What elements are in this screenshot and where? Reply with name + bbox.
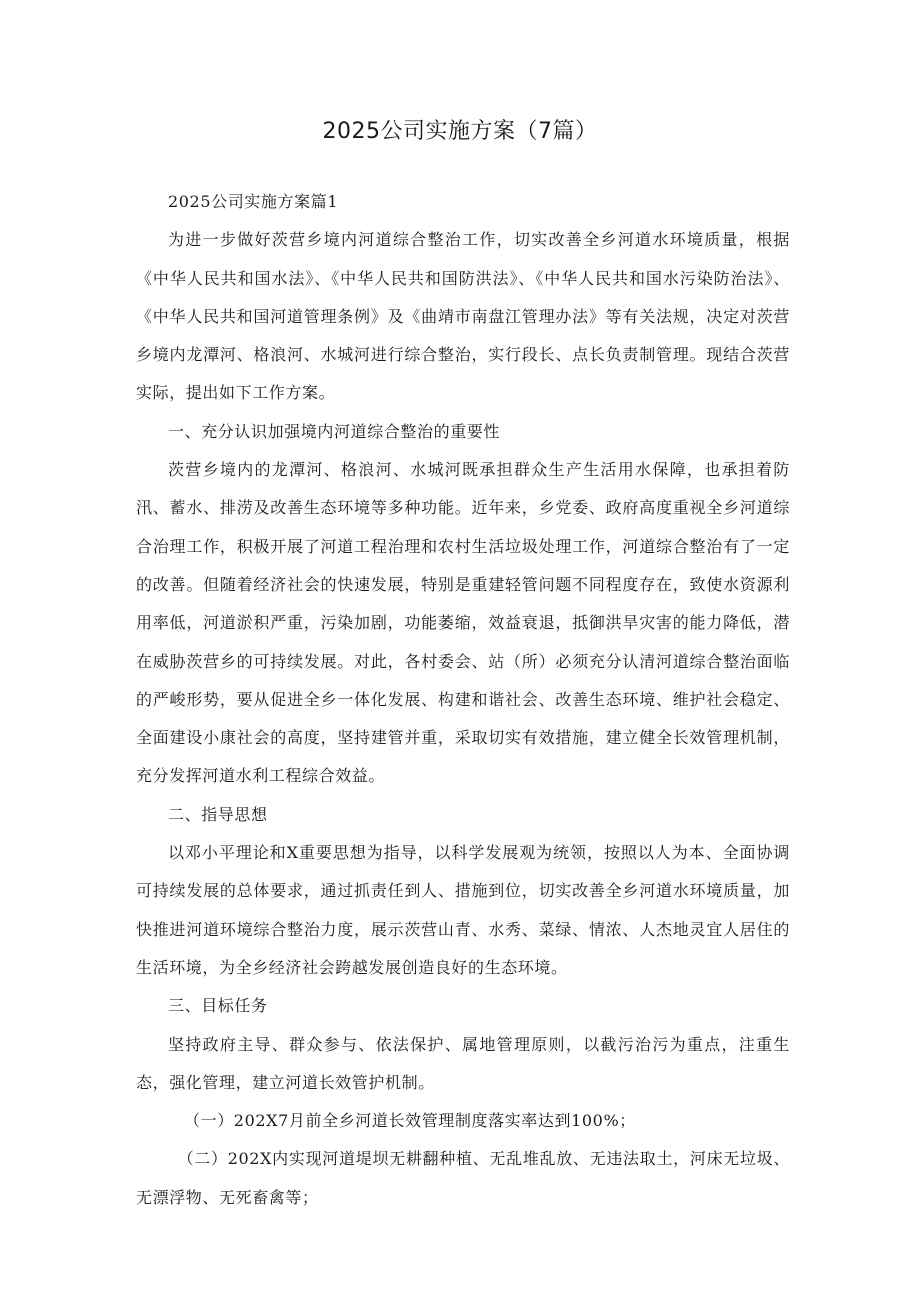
document-body — [136, 183, 790, 1217]
document-title: 2025公司实施方案（7篇） — [322, 119, 598, 144]
paragraph-objectives: 坚持政府主导、群众参与、依法保护、属地管理原则，以截污治污为重点，注重生态，强化管理，建立河道长效管护机制。 — [136, 1034, 790, 1092]
heading-guiding-ideology: 二、指导思想 — [168, 804, 268, 824]
heading-importance: 一、充分认识加强境内河道综合整治的重要性 — [168, 421, 501, 441]
paragraph-importance: 茨营乡境内的龙潭河、格浪河、水城河既承担群众生产生活用水保障，也承担着防汛、蓄水、排涝及改善生态环境等多种功能。近年来，乡党委、政府高度重视全乡河道综合治理工作，积极开展了河道工程治理和农村生活垃圾处理工作，河道综合整治有了一定的改善。但随着经济社会的快速发展，特别是重建轻管问题不同程度存在，致使水资源利用率低，河道淤积严重，污染加剧，功能萎缩，效益衰退，抵御洪旱灾害的能力降低，潜在威胁茨营乡的可持续发展。对此，各村委会、站（所）必须充分认清河道综合整治面临的严峻形势，要从促进全乡一体化发展、构建和谐社会、改善生态环境、维护社会稳定、全面建设小康社会的高度，坚持建管并重，采取切实有效措施，建立健全长效管理机制，充分发挥河道水利工程综合效益。 — [136, 460, 790, 786]
intro-paragraph: 为进一步做好茨营乡境内河道综合整治工作，切实改善全乡河道水环境质量，根据《中华人民共和国水法》、《中华人民共和国防洪法》、《中华人民共和国水污染防治法》、《中华人民共和国河道管理条例》及《曲靖市南盘江管理办法》等有关法规，决定对茨营乡境内龙潭河、格浪河、水城河进行综合整治，实行段长、点长负责制管理。现结合茨营实际，提出如下工作方案。 — [136, 230, 790, 403]
heading-objectives: 三、目标任务 — [168, 996, 268, 1016]
section-heading: 2025公司实施方案篇1 — [168, 192, 339, 211]
objective-item-1: （一）202X7月前全乡河道长效管理制度落实率达到100%； — [184, 1111, 636, 1131]
paragraph-guiding-ideology: 以邓小平理论和X重要思想为指导，以科学发展观为统领，按照以人为本、全面协调可持续发展的总体要求，通过抓责任到人、措施到位，切实改善全乡河道水环境质量，加快推进河道环境综合整治力度，展示茨营山青、水秀、菜绿、情浓、人杰地灵宜人居住的生活环境，为全乡经济社会跨越发展创造良好的生态环境。 — [136, 843, 790, 977]
objective-item-2: （二）202X内实现河道堤坝无耕翻种植、无乱堆乱放、无违法取土，河床无垃圾、无漂浮物、无死畜禽等； — [136, 1149, 790, 1207]
